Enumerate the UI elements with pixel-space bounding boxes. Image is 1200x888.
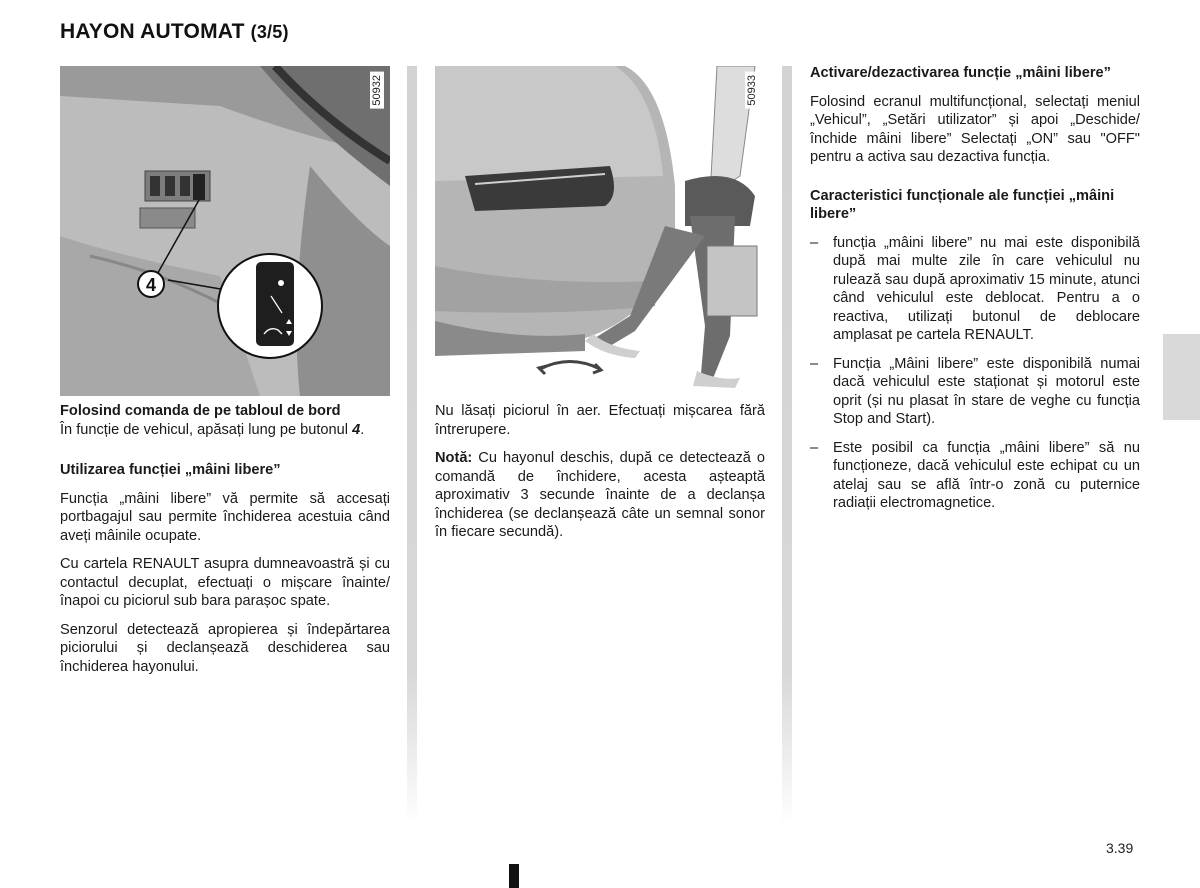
section-heading: Activare/dezactivarea funcție „mâini libere” — [810, 65, 1111, 81]
note-paragraph — [435, 449, 765, 542]
bullet-marker: – — [810, 439, 819, 456]
page-edge-mark — [509, 864, 519, 888]
column-divider-1 — [407, 66, 417, 826]
page-title-suffix: (3/5) — [250, 22, 289, 42]
list-item-text: Funcția „Mâini libere” este disponibilă numai dacă vehiculul este staționat și motorul este oprit (și nu plasat în stare de veghe cu funcția Stop and Start). — [833, 355, 1140, 427]
tailgate-illustration — [435, 66, 765, 389]
list-item — [810, 355, 1140, 429]
column-1 — [60, 402, 390, 686]
column-divider-2 — [782, 66, 792, 826]
list-item — [810, 439, 1140, 513]
paragraph: Funcția „mâini libere” vă permite să accesați portbagajul sau permite închiderea acestuia când aveți mâinile ocupate. — [60, 490, 390, 544]
note-text: Cu hayonul deschis, după ce detectează o comandă de închidere, acesta așteaptă aproximativ 3 secunde înainte de a declanșa închiderea (se declanșează câte un semnal sonor în fiecare secundă). — [435, 450, 765, 540]
page-title-main: HAYON AUTOMAT — [60, 20, 245, 43]
page-number: 3.39 — [1106, 840, 1134, 856]
paragraph: Folosind ecranul multifuncțional, selectați meniul „Vehicul”, „Setări utilizator” și apoi „Deschide/închide mâini libere” Selectați „ON” sau "OFF" pentru a activa sau dezactiva funcția. — [810, 93, 1140, 165]
callout-4-label: 4 — [145, 275, 157, 295]
section-tab — [1163, 334, 1200, 420]
column-2 — [435, 402, 765, 552]
paragraph: Senzorul detectează apropierea și îndepărtarea piciorului și declanșează deschiderea sau închiderea hayonului. — [60, 621, 390, 675]
bullet-marker: – — [810, 355, 819, 372]
figure-hands-free-tailgate — [435, 66, 765, 389]
list-item-text: Este posibil ca funcția „mâini libere” să nu funcționeze, dacă vehiculul este echipat cu un atelaj sau se află într-o zonă cu puternice radiații electromagnetice. — [833, 439, 1140, 511]
figure-dashboard-button — [60, 66, 390, 396]
reference-number: 4 — [352, 421, 361, 438]
column-3 — [810, 64, 1140, 523]
bullet-marker: – — [810, 234, 819, 251]
list-item — [810, 234, 1140, 345]
list-item-text: funcția „mâini libere” nu mai este disponibilă după mai multe zile în care vehiculul nu rulează sau după aproximativ 15 minute, atunci când vehiculul este deblocat. Pentru a o reactiva, utilizați butonul de deblocare amplasat pe cartela RENAULT. — [833, 234, 1140, 343]
paragraph: Nu lăsați piciorul în aer. Efectuați mișcarea fără întrerupere. — [435, 403, 765, 438]
paragraph: Cu cartela RENAULT asupra dumneavoastră și cu contactul decuplat, efectuați o mișcare înainte/înapoi cu piciorul sub bara parașoc spate. — [60, 556, 390, 609]
dashboard-illustration — [60, 66, 390, 396]
paragraph-end: . — [360, 421, 365, 438]
figure-code: 50932 — [370, 72, 384, 109]
figure-code: 50933 — [745, 72, 759, 109]
note-label: Notă: — [435, 450, 473, 466]
section-heading: Caracteristici funcționale ale funcției „mâini libere” — [810, 187, 1115, 222]
page-title — [60, 20, 289, 44]
paragraph-text: În funcție de vehicul, apăsați lung pe butonul — [60, 421, 349, 438]
feature-list — [810, 234, 1140, 513]
section-heading: Utilizarea funcției „mâini libere” — [60, 462, 281, 478]
section-heading: Folosind comanda de pe tabloul de bord — [60, 403, 341, 419]
dashboard-control-paragraph — [60, 402, 390, 439]
